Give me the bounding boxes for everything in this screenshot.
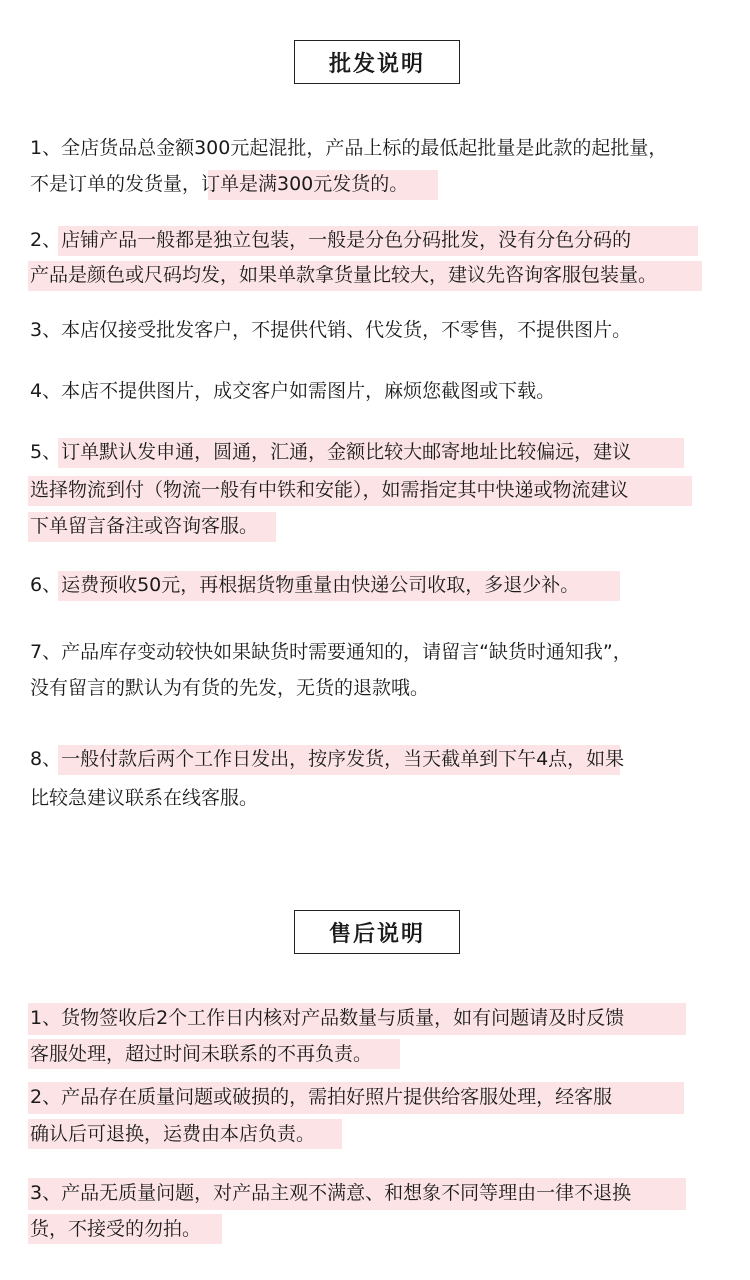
list-item-line: 1、全店货品总金额300元起混批，产品上标的最低起批量是此款的起批量，	[30, 137, 668, 159]
list-item-line: 确认后可退换，运费由本店负责。	[30, 1123, 316, 1145]
list-item-line: 1、货物签收后2个工作日内核对产品数量与质量，如有问题请及时反馈	[30, 1007, 625, 1029]
list-item-line: 下单留言备注或咨询客服。	[30, 515, 259, 537]
list-item-line: 4、本店不提供图片，成交客户如需图片，麻烦您截图或下载。	[30, 380, 556, 402]
list-item-line: 不是订单的发货量，订单是满300元发货的。	[30, 173, 409, 195]
list-item-line: 选择物流到付（物流一般有中铁和安能），如需指定其中快递或物流建议	[30, 479, 629, 501]
list-item-line: 2、产品存在质量问题或破损的，需拍好照片提供给客服处理，经客服	[30, 1086, 613, 1108]
wholesale-title: 批发说明	[294, 40, 460, 84]
list-item-line: 客服处理，超过时间未联系的不再负责。	[30, 1043, 373, 1065]
list-item-line: 没有留言的默认为有货的先发，无货的退款哦。	[30, 677, 430, 699]
after-sales-title: 售后说明	[294, 910, 460, 954]
list-item-line: 产品是颜色或尺码均发，如果单款拿货量比较大，建议先咨询客服包装量。	[30, 264, 658, 286]
list-item-line: 比较急建议联系在线客服。	[30, 787, 259, 809]
list-item-line: 货，不接受的勿拍。	[30, 1218, 202, 1240]
list-item-line: 3、产品无质量问题，对产品主观不满意、和想象不同等理由一律不退换	[30, 1182, 632, 1204]
list-item-line: 3、本店仅接受批发客户，不提供代销、代发货，不零售，不提供图片。	[30, 319, 632, 341]
list-item-line: 6、运费预收50元，再根据货物重量由快递公司收取，多退少补。	[30, 574, 580, 596]
list-item-line: 7、产品库存变动较快如果缺货时需要通知的，请留言“缺货时通知我”，	[30, 641, 632, 663]
list-item-line: 5、订单默认发申通，圆通，汇通，金额比较大邮寄地址比较偏远，建议	[30, 441, 632, 463]
list-item-line: 8、一般付款后两个工作日发出，按序发货，当天截单到下午4点，如果	[30, 748, 625, 770]
list-item-line: 2、店铺产品一般都是独立包装，一般是分色分码批发，没有分色分码的	[30, 229, 632, 251]
